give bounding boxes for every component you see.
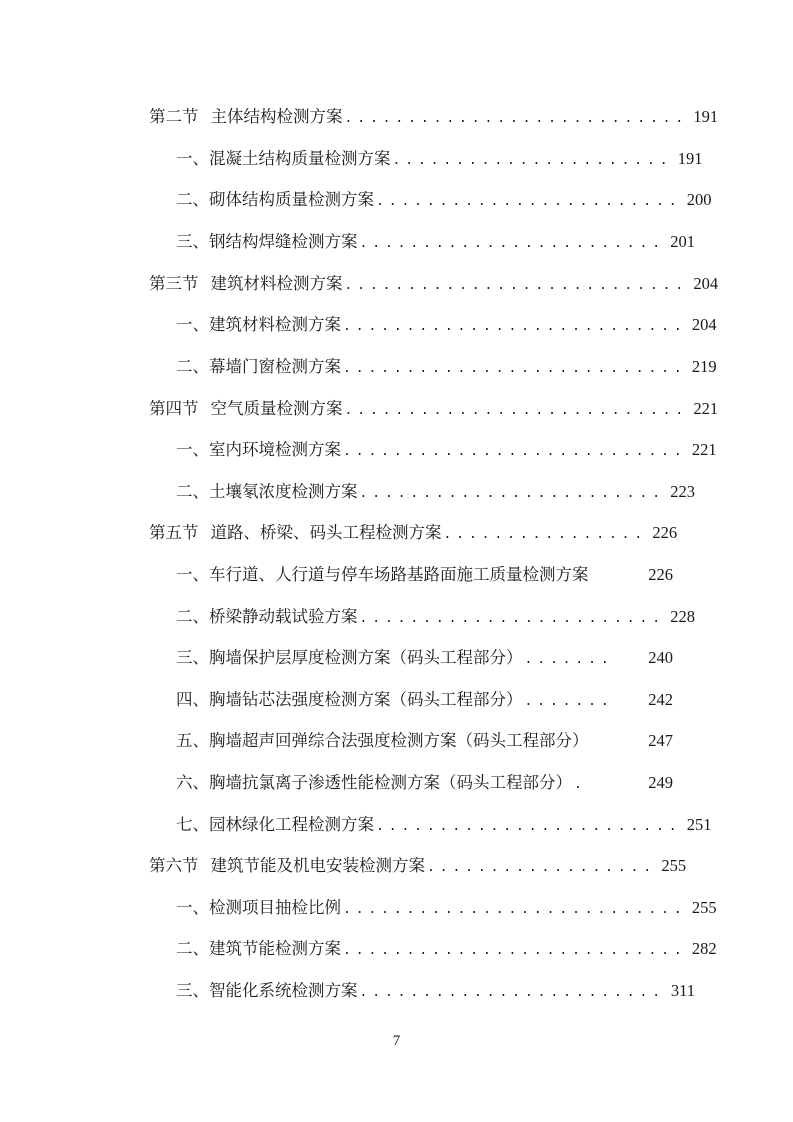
dot-leader: ........................ [359,486,665,501]
toc-entry-number: 二、 [176,190,209,209]
toc-entry-page: 200 [686,190,712,209]
toc-entry-number: 二、 [176,357,209,376]
toc-entry-text: 胸墙超声回弹综合法强度检测方案（码头工程部分） [209,731,589,750]
toc-entry-number: 五、 [176,731,209,750]
toc-entry-number: 二、 [176,482,209,501]
toc-entry[interactable] [149,103,719,131]
toc-entry-number: 第三节 [149,274,199,293]
toc-entry-page: 282 [691,939,717,958]
toc-entry-number: 三、 [176,648,209,667]
toc-entry-page: 311 [670,981,695,1000]
toc-entry-title [176,894,341,922]
toc-entry-number: 第二节 [149,107,199,126]
dot-leader: ........................ [376,819,682,834]
toc-entry-page: 240 [648,648,673,667]
toc-entry-page: 226 [648,565,673,584]
toc-entry[interactable] [149,852,687,880]
toc-entry-title [176,727,589,755]
toc-entry-title [176,769,572,797]
dot-leader: ........................ [376,194,682,209]
toc-entry[interactable] [176,935,717,963]
toc-entry-text: 钢结构焊缝检测方案 [209,232,358,251]
toc-entry[interactable] [149,395,719,423]
toc-entry-page: 255 [691,898,717,917]
toc-entry-number: 六、 [176,773,209,792]
toc-entry-title [149,270,343,298]
toc-entry[interactable] [176,727,673,755]
toc-entry-title [149,519,442,547]
toc-entry-number: 一、 [176,315,209,334]
toc-entry-page: 226 [652,523,678,542]
toc-entry-page: 247 [648,731,673,750]
toc-entry-text: 检测项目抽检比例 [209,898,341,917]
toc-entry-title [176,935,341,963]
toc-entry-page: 242 [648,690,673,709]
toc-entry[interactable] [176,603,695,631]
toc-entry-text: 胸墙抗氯离子渗透性能检测方案（码头工程部分） [209,773,572,792]
dot-leader: ................ [443,527,648,542]
toc-entry-page: 221 [693,399,719,418]
toc-entry-text: 主体结构检测方案 [210,107,343,126]
toc-entry-text: 建筑节能及机电安装检测方案 [210,856,425,875]
toc-entry-title [176,977,358,1005]
dot-leader: ........................... [344,111,689,126]
toc-entry-title [176,436,341,464]
toc-entry-number: 三、 [176,232,209,251]
dot-leader: ....... [524,652,614,667]
dot-leader: ........................... [343,361,687,376]
toc-entry-number: 二、 [176,607,209,626]
toc-entry-number: 四、 [176,690,209,709]
toc-entry-number: 第五节 [149,523,199,542]
toc-entry-text: 空气质量检测方案 [210,399,343,418]
toc-entry-title [149,852,425,880]
toc-entry-title [176,603,358,631]
toc-entry[interactable] [176,644,673,672]
toc-entry-title [176,561,589,589]
toc-entry-text: 桥梁静动载试验方案 [209,607,358,626]
dot-leader: . [574,777,587,792]
toc-entry-title [176,644,523,672]
toc-entry-page: 251 [686,815,712,834]
toc-entry[interactable] [176,686,673,714]
toc-entry-text: 智能化系统检测方案 [209,981,358,1000]
toc-entry-number: 一、 [176,440,209,459]
toc-entry-title [176,311,341,339]
page-number: 7 [392,1033,401,1049]
toc-entry[interactable] [149,270,719,298]
toc-entry-page: 191 [677,149,703,168]
dot-leader: ........................... [343,943,687,958]
dot-leader: ........................... [343,444,687,459]
dot-leader: ........................ [359,611,665,626]
toc-entry-number: 第六节 [149,856,199,875]
toc-entry-number: 七、 [176,815,209,834]
dot-leader: ........................... [344,403,689,418]
toc-entry-text: 混凝土结构质量检测方案 [209,149,391,168]
toc-entry-text: 胸墙钻芯法强度检测方案（码头工程部分） [209,690,523,709]
toc-entry-page: 228 [670,607,695,626]
toc-entry-page: 191 [693,107,719,126]
toc-entry-title [149,103,343,131]
toc-entry[interactable] [176,561,673,589]
dot-leader: ........................... [343,902,687,917]
toc-entry-number: 二、 [176,939,209,958]
toc-entry-text: 道路、桥梁、码头工程检测方案 [210,523,442,542]
dot-leader: ........................ [359,236,665,251]
toc-entry-number: 三、 [176,981,209,1000]
toc-entry[interactable] [176,311,717,339]
toc-entry-title [176,353,341,381]
toc-entry-page: 204 [693,274,719,293]
toc-entry-text: 土壤氡浓度检测方案 [209,482,358,501]
dot-leader: ........................... [344,278,689,293]
toc-entry-title [176,228,358,256]
toc-entry[interactable] [176,436,717,464]
toc-entry[interactable] [176,353,717,381]
toc-entry[interactable] [176,977,695,1005]
toc-entry-number: 一、 [176,149,209,168]
toc-entry-text: 砌体结构质量检测方案 [209,190,374,209]
dot-leader: ....... [524,694,614,709]
toc-entry-text: 建筑节能检测方案 [209,939,341,958]
toc-entry-page: 219 [691,357,717,376]
dot-leader: ........................... [343,319,687,334]
toc-entry-text: 幕墙门窗检测方案 [209,357,341,376]
toc-entry-title [149,395,343,423]
dot-leader: ........................ [359,985,665,1000]
toc-entry[interactable] [176,478,695,506]
toc-entry[interactable] [176,228,695,256]
toc-entry-page: 221 [691,440,717,459]
toc-entry[interactable] [176,186,712,214]
toc-entry-title [176,186,374,214]
toc-entry-title [176,811,374,839]
dot-leader: .................. [427,860,657,875]
toc-entry-text: 建筑材料检测方案 [210,274,343,293]
toc-entry-text: 室内环境检测方案 [209,440,341,459]
toc-entry-page: 204 [691,315,717,334]
toc-entry[interactable] [176,811,712,839]
toc-entry-page: 255 [661,856,687,875]
toc-entry-page: 223 [670,482,695,501]
toc-entry-text: 园林绿化工程检测方案 [209,815,374,834]
toc-entry-number: 第四节 [149,399,199,418]
toc-entry-text: 车行道、人行道与停车场路基路面施工质量检测方案 [209,565,589,584]
toc-entry[interactable] [176,894,717,922]
toc-entry-title [176,145,391,173]
toc-entry-title [176,686,523,714]
toc-entry[interactable] [176,769,673,797]
toc-entry-number: 一、 [176,898,209,917]
toc-entry[interactable] [176,145,703,173]
toc-entry-page: 249 [648,773,673,792]
toc-entry-page: 201 [670,232,695,251]
toc-entry-number: 一、 [176,565,209,584]
dot-leader: ...................... [392,153,673,168]
toc-entry-title [176,478,358,506]
toc-entry-text: 胸墙保护层厚度检测方案（码头工程部分） [209,648,523,667]
toc-entry[interactable] [149,519,678,547]
toc-entry-text: 建筑材料检测方案 [209,315,341,334]
